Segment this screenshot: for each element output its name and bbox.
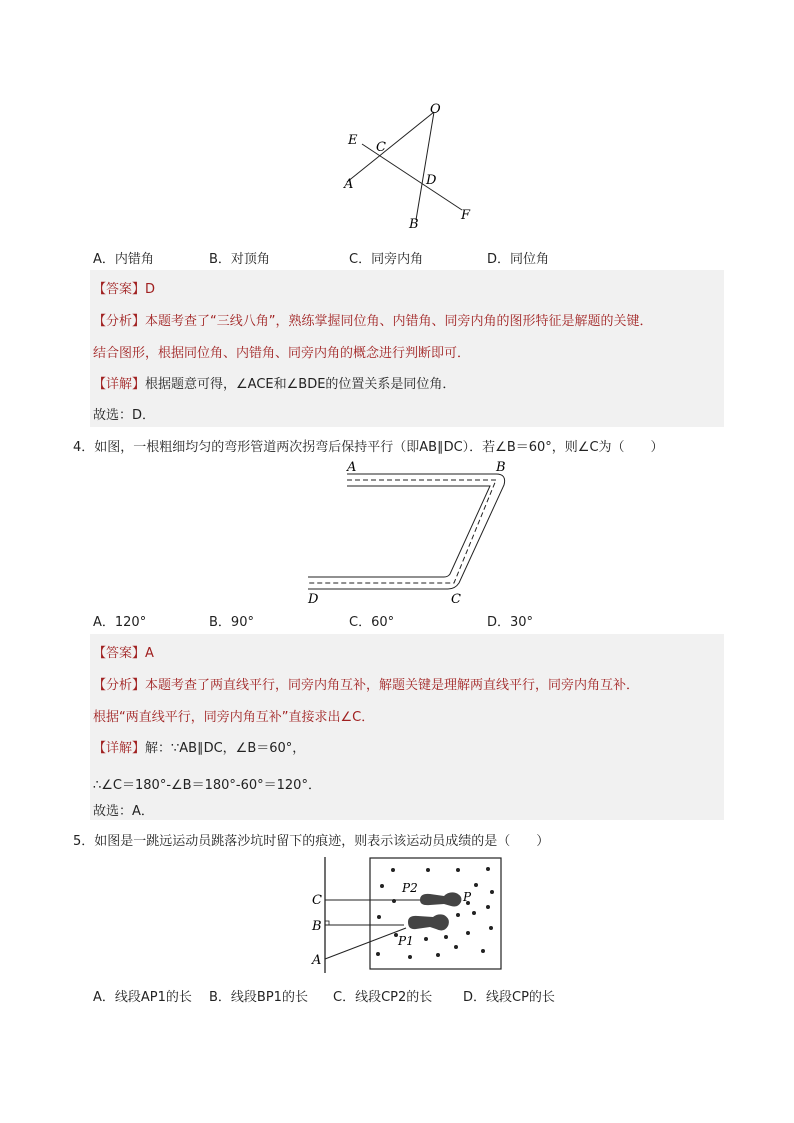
q3-detail: 【详解】根据题意可得，∠ACE和∠BDE的位置关系是同位角．	[93, 377, 456, 392]
q4-analysis-line2: 根据“两直线平行，同旁内角互补”直接求出∠C．	[93, 710, 375, 725]
line-OB	[416, 112, 434, 220]
label-C: C	[376, 140, 386, 155]
pipe-center	[308, 480, 496, 583]
label-C: C	[451, 592, 461, 607]
label-P1: P1	[398, 934, 414, 948]
q4-answer: 【答案】A	[93, 646, 154, 661]
q3-figure	[330, 98, 480, 233]
label-O: O	[430, 102, 441, 117]
label-C: C	[312, 893, 322, 908]
label-D: D	[426, 173, 437, 188]
q4-solution-box	[90, 634, 724, 820]
line-AO	[347, 112, 434, 182]
q4-option-a: A．120°	[93, 615, 147, 630]
q3-option-c: C．同旁内角	[349, 252, 424, 267]
q4-analysis: 【分析】本题考查了两直线平行，同旁内角互补，解题关键是理解两直线平行，同旁内角互补．	[93, 678, 640, 693]
sand-dots	[376, 867, 494, 959]
q3-option-a: A．内错角	[93, 252, 154, 267]
q4-options	[93, 611, 733, 631]
label-A: A	[344, 177, 354, 192]
pipe-inner	[308, 486, 490, 577]
q5-figure	[308, 855, 508, 975]
q4-figure	[300, 455, 515, 607]
label-E: E	[348, 133, 358, 148]
q5-option-c: C．线段CP2的长	[333, 990, 433, 1005]
q5-option-b: B．线段BP1的长	[209, 990, 308, 1005]
q3-analysis-line2: 结合图形，根据同位角、内错角、同旁内角的概念进行判断即可．	[93, 346, 471, 361]
label-A: A	[312, 953, 322, 968]
footprint-upper	[420, 892, 461, 906]
label-F: F	[461, 208, 471, 223]
segment-AP1	[325, 928, 406, 959]
label-P: P	[463, 890, 472, 904]
q3-options	[93, 248, 733, 268]
q4-option-d: D．30°	[487, 615, 534, 630]
q3-conclusion: 故选：D．	[93, 408, 156, 423]
q5-option-a: A．线段AP1的长	[93, 990, 192, 1005]
q3-option-b: B．对顶角	[209, 252, 270, 267]
q4-option-b: B．90°	[209, 615, 254, 630]
label-B: B	[312, 919, 322, 934]
q3-solution-box	[90, 270, 724, 427]
q3-answer: 【答案】D	[93, 282, 156, 297]
q5-stem: 5．如图是一跳远运动员跳落沙坑时留下的痕迹，则表示该运动员成绩的是（ ）	[73, 834, 550, 849]
q5-options	[93, 986, 733, 1006]
q4-option-c: C．60°	[349, 615, 395, 630]
label-B: B	[496, 460, 506, 475]
q4-step: ∴∠C＝180°-∠B＝180°-60°＝120°．	[93, 778, 321, 793]
label-A: A	[347, 460, 357, 475]
sand-pit	[370, 858, 501, 969]
q3-analysis: 【分析】本题考查了“三线八角”，熟练掌握同位角、内错角、同旁内角的图形特征是解题的关键．	[93, 314, 653, 329]
q4-stem: 4．如图，一根粗细均匀的弯形管道两次拐弯后保持平行（即AB∥DC）．若∠B＝60°，则∠C为（ ）	[73, 440, 664, 455]
footprint-lower	[408, 914, 449, 930]
q4-detail: 【详解】解：∵AB∥DC，∠B＝60°，	[93, 741, 306, 756]
q3-option-d: D．同位角	[487, 252, 550, 267]
label-P2: P2	[402, 881, 418, 895]
label-B: B	[409, 217, 419, 232]
q4-conclusion: 故选：A．	[93, 804, 154, 819]
label-D: D	[308, 592, 319, 607]
q5-option-d: D．线段CP的长	[463, 990, 555, 1005]
